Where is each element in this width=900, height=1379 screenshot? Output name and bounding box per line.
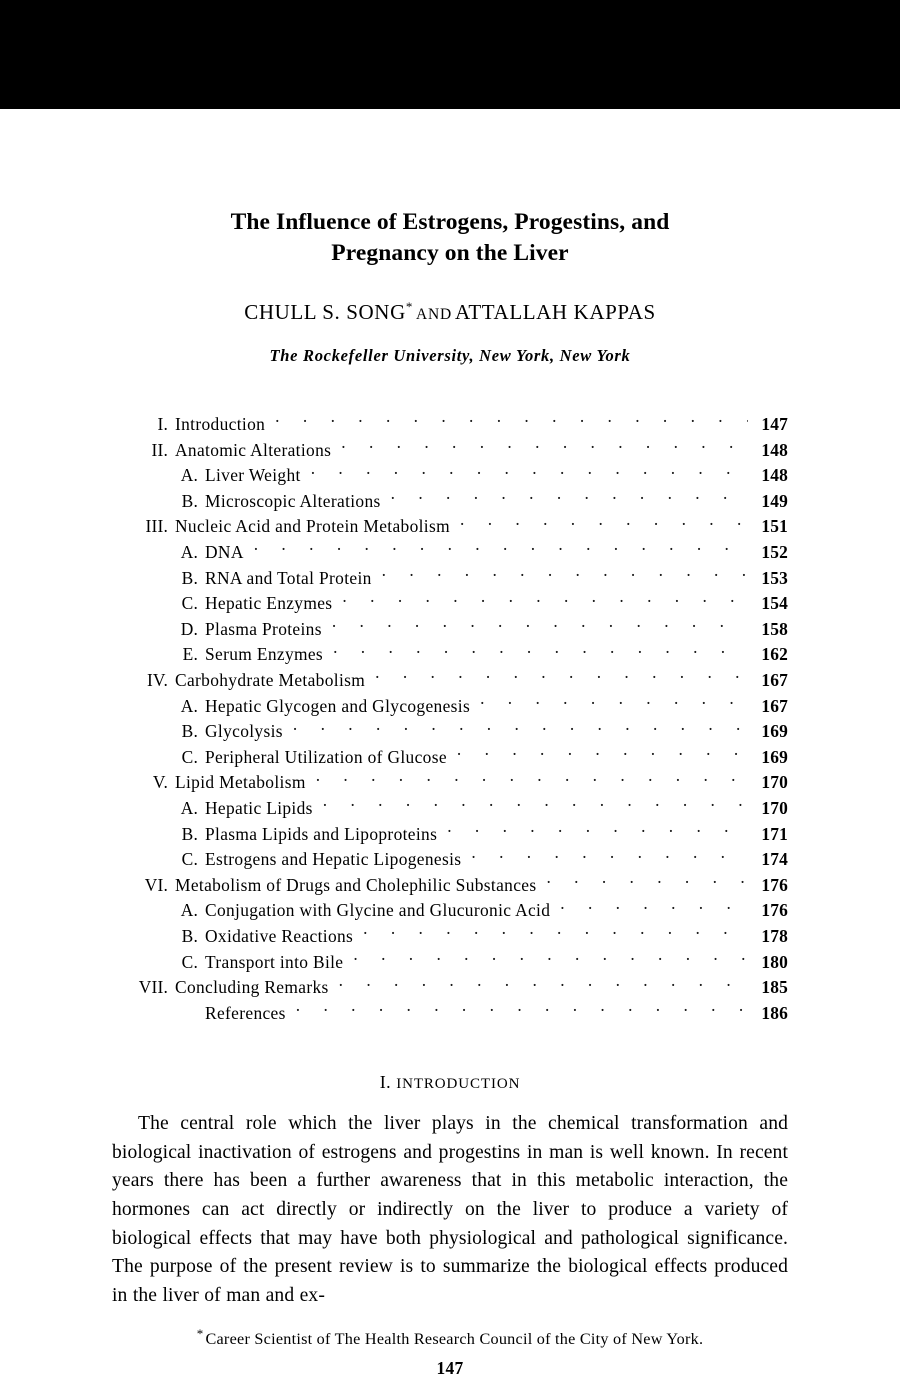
toc-entry-page: 185: [761, 977, 788, 998]
scan-border-top: [0, 0, 900, 109]
toc-entry-number: A.: [180, 542, 198, 562]
toc-entry[interactable]: [112, 873, 788, 899]
toc-entry-label: Conjugation with Glycine and Glucuronic Acid: [205, 900, 551, 921]
toc-entry-number: A.: [180, 695, 198, 716]
toc-dot-leader: [275, 413, 748, 430]
toc-entry-number: B.: [181, 823, 198, 844]
toc-entry[interactable]: [112, 694, 788, 720]
toc-entry-label: Transport into Bile: [205, 951, 344, 972]
toc-entry-page: 174: [761, 849, 788, 870]
article-title-line-2: Pregnancy on the Liver: [331, 240, 569, 267]
toc-entry-label: DNA: [205, 542, 244, 562]
toc-entry-number: C.: [181, 849, 198, 870]
page-content: [112, 109, 788, 1379]
toc-entry[interactable]: [112, 642, 788, 668]
toc-dot-leader: [391, 489, 748, 506]
toc-entry[interactable]: [112, 489, 788, 515]
footnote-marker: *: [196, 1326, 204, 1342]
footnote: [112, 1326, 788, 1349]
toc-entry-number: III.: [145, 516, 168, 537]
toc-entry-label: Concluding Remarks: [175, 977, 329, 998]
toc-entry-number: IV.: [146, 669, 168, 690]
toc-dot-leader: [341, 438, 748, 455]
toc-dot-leader: [342, 592, 748, 609]
toc-entry[interactable]: [112, 770, 788, 796]
toc-entry-label: Peripheral Utilization of Glucose: [205, 746, 447, 767]
toc-entry-page: 148: [761, 465, 788, 486]
toc-entry-page: 169: [761, 746, 788, 767]
section-heading: [112, 1072, 788, 1093]
toc-entry-number: A.: [180, 465, 198, 486]
toc-entry-label: Anatomic Alterations: [175, 439, 332, 460]
toc-dot-leader: [471, 848, 748, 865]
toc-entry-number: I.: [157, 414, 168, 435]
section-heading-number: I.: [379, 1072, 392, 1093]
page-number: 147: [436, 1358, 464, 1379]
toc-entry-label: Microscopic Alterations: [205, 490, 381, 511]
toc-entry-page: 147: [761, 414, 788, 435]
toc-entry-page: 162: [761, 644, 788, 665]
author-line: [112, 300, 788, 325]
toc-entry-page: 151: [761, 516, 788, 537]
toc-entry[interactable]: [112, 668, 788, 694]
toc-entry-label: Nucleic Acid and Protein Metabolism: [175, 516, 450, 537]
toc-entry-label: Metabolism of Drugs and Cholephilic Substances: [175, 874, 537, 895]
toc-entry-page: 170: [761, 772, 788, 793]
toc-entry[interactable]: [112, 847, 788, 873]
toc-entry-page: 171: [761, 823, 788, 844]
toc-entry-number: B.: [181, 567, 198, 588]
toc-dot-leader: [375, 669, 748, 686]
toc-entry[interactable]: [112, 950, 788, 976]
toc-entry[interactable]: [112, 591, 788, 617]
toc-entry-number: A.: [180, 797, 198, 818]
toc-dot-leader: [316, 771, 748, 788]
toc-dot-leader: [353, 950, 748, 967]
toc-entry-label: Carbohydrate Metabolism: [175, 669, 366, 690]
toc-entry-label: Hepatic Lipids: [205, 797, 313, 818]
toc-entry-label: Estrogens and Hepatic Lipogenesis: [205, 849, 462, 870]
toc-entry-page: 170: [761, 797, 788, 818]
toc-entry-label: References: [205, 1002, 286, 1023]
toc-dot-leader: [339, 976, 748, 993]
introduction-paragraph: The central role which the liver plays in the chemical transformation and biological inactivation of estrogens and progestins in man is well known. In recent years there has been a further awareness that in this metabolic interaction, the hormones can act directly or indirectly on the liver to produce a variety of biological effects that may have both physiological and pathological significance. The purpose of the present review is to summarize the biological effects produced in the liver of man and ex-: [112, 1113, 788, 1306]
toc-entry-label: Lipid Metabolism: [175, 772, 306, 793]
toc-entry[interactable]: [112, 719, 788, 745]
toc-entry[interactable]: [112, 898, 788, 924]
toc-entry-label: Oxidative Reactions: [205, 925, 354, 946]
toc-entry-label: RNA and Total Protein: [205, 567, 372, 588]
toc-entry-number: VII.: [138, 977, 168, 998]
toc-entry-number: B.: [181, 721, 198, 742]
toc-entry-number: B.: [181, 490, 198, 511]
toc-entry[interactable]: [112, 617, 788, 643]
toc-dot-leader: [560, 899, 748, 916]
toc-entry-label: Plasma Proteins: [205, 618, 322, 639]
author-primary: CHULL S. SONG: [244, 300, 406, 325]
toc-entry[interactable]: [112, 438, 788, 464]
toc-entry-page: 178: [761, 925, 788, 946]
footnote-text: Career Scientist of The Health Research Council of the City of New York.: [205, 1330, 704, 1349]
author-secondary: ATTALLAH KAPPAS: [454, 300, 656, 325]
toc-entry-page: 153: [761, 567, 788, 588]
toc-entry-page: 148: [761, 439, 788, 460]
document-page: [0, 109, 900, 1379]
section-heading-title: INTRODUCTION: [396, 1076, 521, 1093]
toc-entry-label: Plasma Lipids and Lipoproteins: [205, 823, 438, 844]
author-footnote-marker: *: [405, 299, 413, 315]
toc-entry-label: Hepatic Enzymes: [205, 593, 333, 614]
toc-entry[interactable]: [112, 975, 788, 1001]
toc-entry-page: 176: [761, 900, 788, 921]
toc-entry-page: 169: [761, 721, 788, 742]
article-title-line-1: The Influence of Estrogens, Progestins, and: [230, 209, 670, 235]
author-affiliation: The Rockefeller University, New York, New York: [269, 346, 631, 366]
author-conjunction: AND: [415, 306, 452, 324]
toc-entry-page: 180: [761, 951, 788, 972]
toc-dot-leader: [333, 643, 748, 660]
toc-dot-leader: [332, 617, 748, 634]
toc-entry-number: C.: [181, 951, 198, 972]
toc-entry[interactable]: [112, 796, 788, 822]
toc-entry-number: V.: [152, 772, 168, 793]
toc-entry[interactable]: [112, 745, 788, 771]
toc-entry-label: Liver Weight: [205, 465, 301, 486]
toc-entry[interactable]: [112, 1001, 788, 1027]
toc-dot-leader: [311, 464, 748, 481]
toc-entry[interactable]: [112, 566, 788, 592]
toc-entry[interactable]: [112, 822, 788, 848]
toc-dot-leader: [382, 566, 748, 583]
article-title: [112, 207, 788, 269]
toc-entry[interactable]: [112, 924, 788, 950]
toc-entry-page: 149: [761, 490, 788, 511]
toc-dot-leader: [293, 720, 748, 737]
toc-entry-label: Serum Enzymes: [205, 644, 324, 665]
toc-dot-leader: [480, 694, 748, 711]
toc-entry-page: 167: [761, 669, 788, 690]
toc-entry-page: 158: [761, 618, 788, 639]
toc-entry-label: Hepatic Glycogen and Glycogenesis: [205, 695, 471, 716]
toc-entry-number: C.: [181, 746, 198, 767]
toc-entry-number: VI.: [144, 874, 168, 895]
toc-dot-leader: [457, 745, 748, 762]
toc-entry-number: II.: [151, 439, 168, 460]
toc-entry-page: 154: [761, 593, 788, 614]
toc-entry-number: D.: [180, 618, 198, 639]
toc-entry-number: E.: [182, 644, 198, 665]
toc-entry-number: C.: [181, 593, 198, 614]
toc-entry-page: 176: [761, 874, 788, 895]
toc-dot-leader: [460, 515, 748, 532]
toc-entry[interactable]: [112, 540, 788, 566]
toc-entry[interactable]: [112, 412, 788, 438]
toc-entry-number: A.: [180, 900, 198, 921]
toc-dot-leader: [546, 873, 748, 890]
toc-dot-leader: [323, 797, 748, 814]
toc-entry-page: 167: [761, 695, 788, 716]
toc-entry-label: Introduction: [175, 414, 266, 435]
table-of-contents: [112, 412, 788, 1026]
toc-dot-leader: [447, 822, 748, 839]
toc-entry[interactable]: [112, 463, 788, 489]
toc-entry-label: Glycolysis: [205, 721, 283, 742]
toc-dot-leader: [363, 925, 748, 942]
toc-entry-page: 152: [761, 542, 788, 562]
toc-entry-number: B.: [181, 925, 198, 946]
toc-entry[interactable]: [112, 514, 788, 540]
toc-entry-page: 186: [761, 1002, 788, 1023]
toc-dot-leader: [254, 541, 748, 558]
toc-dot-leader: [296, 1001, 748, 1018]
